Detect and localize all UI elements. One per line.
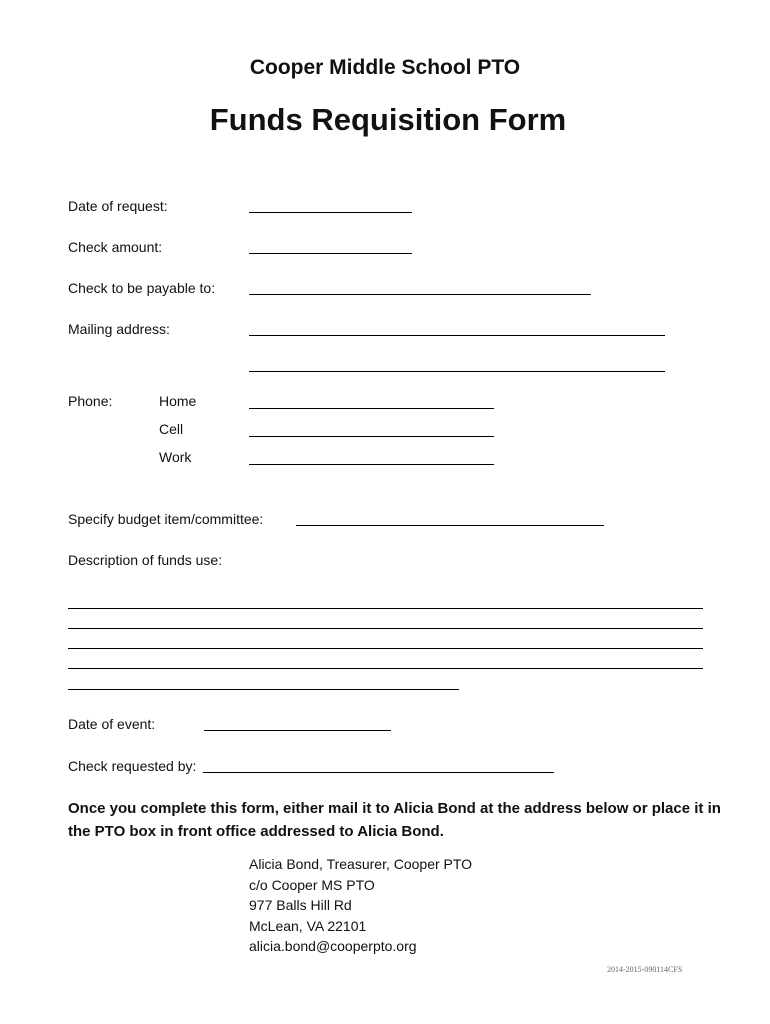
- phone-work-label: Work: [159, 449, 192, 465]
- date-of-request-field[interactable]: [249, 212, 412, 213]
- address-line-city: McLean, VA 22101: [249, 917, 367, 934]
- date-of-event-label: Date of event:: [68, 716, 156, 732]
- payable-to-label: Check to be payable to:: [68, 280, 216, 296]
- address-line-street: 977 Balls Hill Rd: [249, 897, 352, 913]
- description-line-4[interactable]: [68, 668, 703, 669]
- check-amount-field[interactable]: [249, 253, 412, 254]
- date-of-event-field[interactable]: [204, 730, 391, 731]
- requested-by-field[interactable]: [203, 772, 554, 773]
- description-line-1[interactable]: [68, 608, 703, 609]
- phone-label: Phone:: [68, 393, 113, 409]
- form-title: Funds Requisition Form: [209, 102, 567, 137]
- treasurer-address: [249, 854, 472, 957]
- mailing-address-field-1[interactable]: [249, 335, 665, 336]
- address-line-email: alicia.bond@cooperpto.org: [249, 938, 417, 954]
- payable-to-field[interactable]: [249, 294, 591, 295]
- description-line-3[interactable]: [68, 648, 703, 649]
- budget-item-label: Specify budget item/committee:: [68, 511, 264, 527]
- budget-item-field[interactable]: [296, 525, 604, 526]
- address-line-care-of: c/o Cooper MS PTO: [249, 876, 375, 893]
- address-line-name: Alicia Bond, Treasurer, Cooper PTO: [249, 856, 473, 872]
- form-code: 2014-2015-090114CFS: [607, 965, 683, 974]
- date-of-request-label: Date of request:: [68, 198, 168, 214]
- description-line-5[interactable]: [68, 689, 459, 690]
- phone-cell-field[interactable]: [249, 436, 494, 437]
- description-line-2[interactable]: [68, 628, 703, 629]
- phone-home-field[interactable]: [249, 408, 494, 409]
- mailing-address-label: Mailing address:: [68, 321, 170, 337]
- mailing-address-field-2[interactable]: [249, 371, 665, 372]
- check-amount-label: Check amount:: [68, 239, 163, 255]
- phone-work-field[interactable]: [249, 464, 494, 465]
- description-label: Description of funds use:: [68, 552, 223, 568]
- submission-instructions: Once you complete this form, either mail it to Alicia Bond at the address below or place it in the PTO box in front office addressed to Alicia Bond.: [68, 800, 721, 840]
- requested-by-label: Check requested by:: [68, 758, 197, 774]
- phone-cell-label: Cell: [159, 421, 184, 437]
- organization-name: Cooper Middle School PTO: [249, 56, 521, 79]
- phone-home-label: Home: [159, 393, 197, 409]
